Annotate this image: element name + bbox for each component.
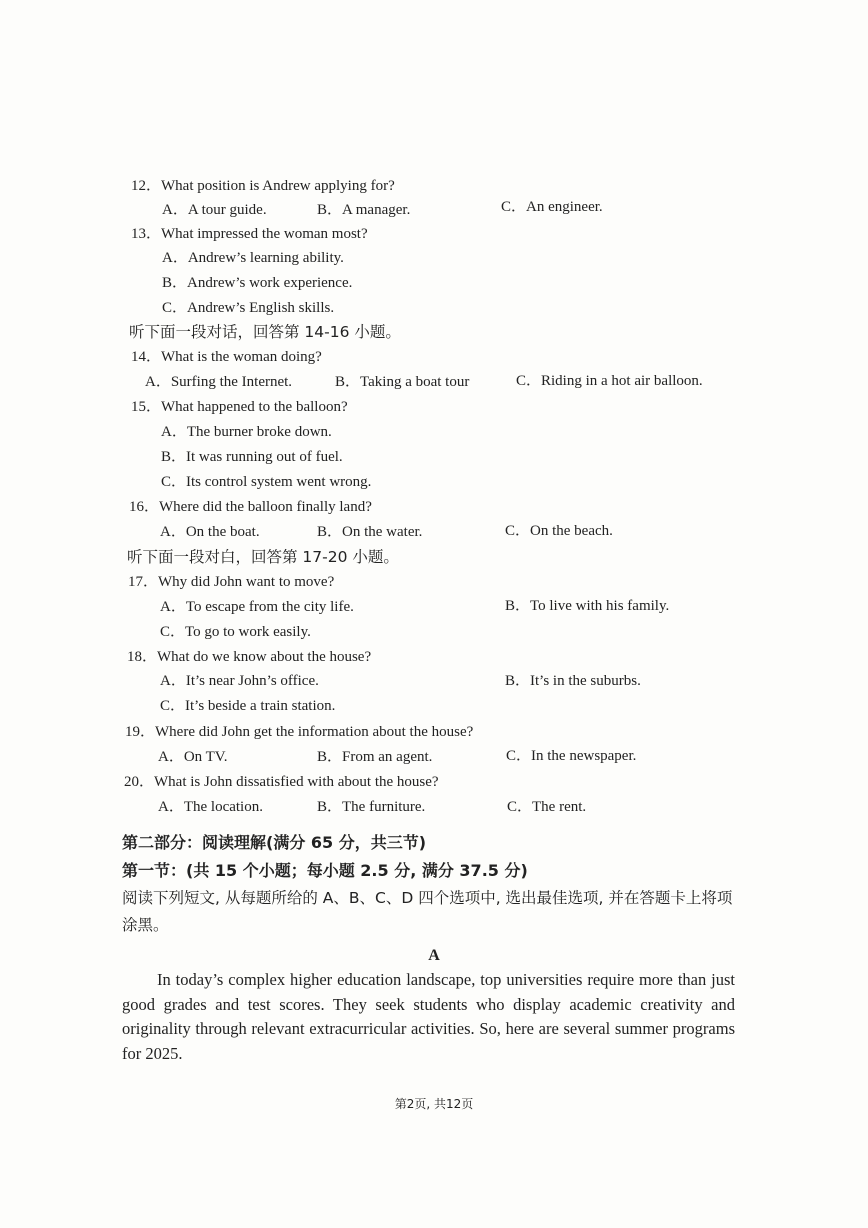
q15-option-b: B．It was running out of fuel. [161, 449, 343, 465]
question-12: 12．What position is Andrew applying for? [131, 178, 395, 194]
question-18: 18．What do we know about the house? [127, 649, 372, 665]
q19-option-a: A．On TV. [158, 749, 228, 765]
q20-option-c: C．The rent. [507, 799, 587, 815]
q12-option-c: C．An engineer. [501, 199, 603, 215]
q18-option-c: C．It’s beside a train station. [160, 698, 336, 714]
q20-option-b: B．The furniture. [317, 799, 426, 815]
part-two-heading: 第二部分：阅读理解(满分 65 分，共三节) [122, 833, 427, 852]
q16-option-a: A．On the boat. [160, 524, 260, 540]
q13-option-b: B．Andrew’s work experience. [162, 275, 353, 291]
q16-option-c: C．On the beach. [505, 523, 613, 539]
reading-instruction: 阅读下列短文, 从每题所给的 A、B、C、D 四个选项中, 选出最佳选项, 并在答题卡上将项涂黑。 [122, 889, 733, 934]
passage-title: A [428, 947, 440, 964]
q13-option-c: C．Andrew’s English skills. [162, 300, 335, 316]
q12-option-b: B．A manager. [317, 202, 411, 218]
section-one-heading: 第一节：(共 15 个小题；每小题 2.5 分, 满分 37.5 分) [122, 861, 528, 880]
q15-option-a: A．The burner broke down. [161, 424, 332, 440]
q14-option-a: A．Surfing the Internet. [145, 374, 293, 390]
listening-instruction-17-20: 听下面一段对白，回答第 17-20 小题。 [127, 548, 399, 566]
q17-option-b: B．To live with his family. [505, 598, 670, 614]
q13-option-a: A．Andrew’s learning ability. [162, 250, 344, 266]
q19-option-c: C．In the newspaper. [506, 748, 637, 764]
q20-option-a: A．The location. [158, 799, 263, 815]
q17-option-c: C．To go to work easily. [160, 624, 311, 640]
q14-option-b: B．Taking a boat tour [335, 374, 470, 390]
q16-option-b: B．On the water. [317, 524, 423, 540]
question-17: 17．Why did John want to move? [128, 574, 335, 590]
q12-option-a: A．A tour guide. [162, 202, 267, 218]
question-20: 20．What is John dissatisfied with about the house? [124, 774, 439, 790]
q15-option-c: C．Its control system went wrong. [161, 474, 372, 490]
q17-option-a: A．To escape from the city life. [160, 599, 354, 615]
passage-a-intro: In today’s complex higher education landscape, top universities require more than just good grades and test scores. They seek students who display academic creativity and originality through relevant extracurricular activities. So, here are several summer programs for 2025. [122, 970, 735, 1063]
page-number: 第2页, 共12页 [394, 1097, 474, 1111]
q18-option-b: B．It’s in the suburbs. [505, 673, 641, 689]
question-16: 16．Where did the balloon finally land? [129, 499, 372, 515]
question-13: 13．What impressed the woman most? [131, 226, 368, 242]
q14-option-c: C．Riding in a hot air balloon. [516, 373, 703, 389]
question-19: 19．Where did John get the information about the house? [125, 724, 474, 740]
question-15: 15．What happened to the balloon? [131, 399, 348, 415]
q19-option-b: B．From an agent. [317, 749, 433, 765]
question-14: 14．What is the woman doing? [131, 349, 322, 365]
listening-instruction-14-16: 听下面一段对话，回答第 14-16 小题。 [129, 323, 401, 341]
q18-option-a: A．It’s near John’s office. [160, 673, 319, 689]
